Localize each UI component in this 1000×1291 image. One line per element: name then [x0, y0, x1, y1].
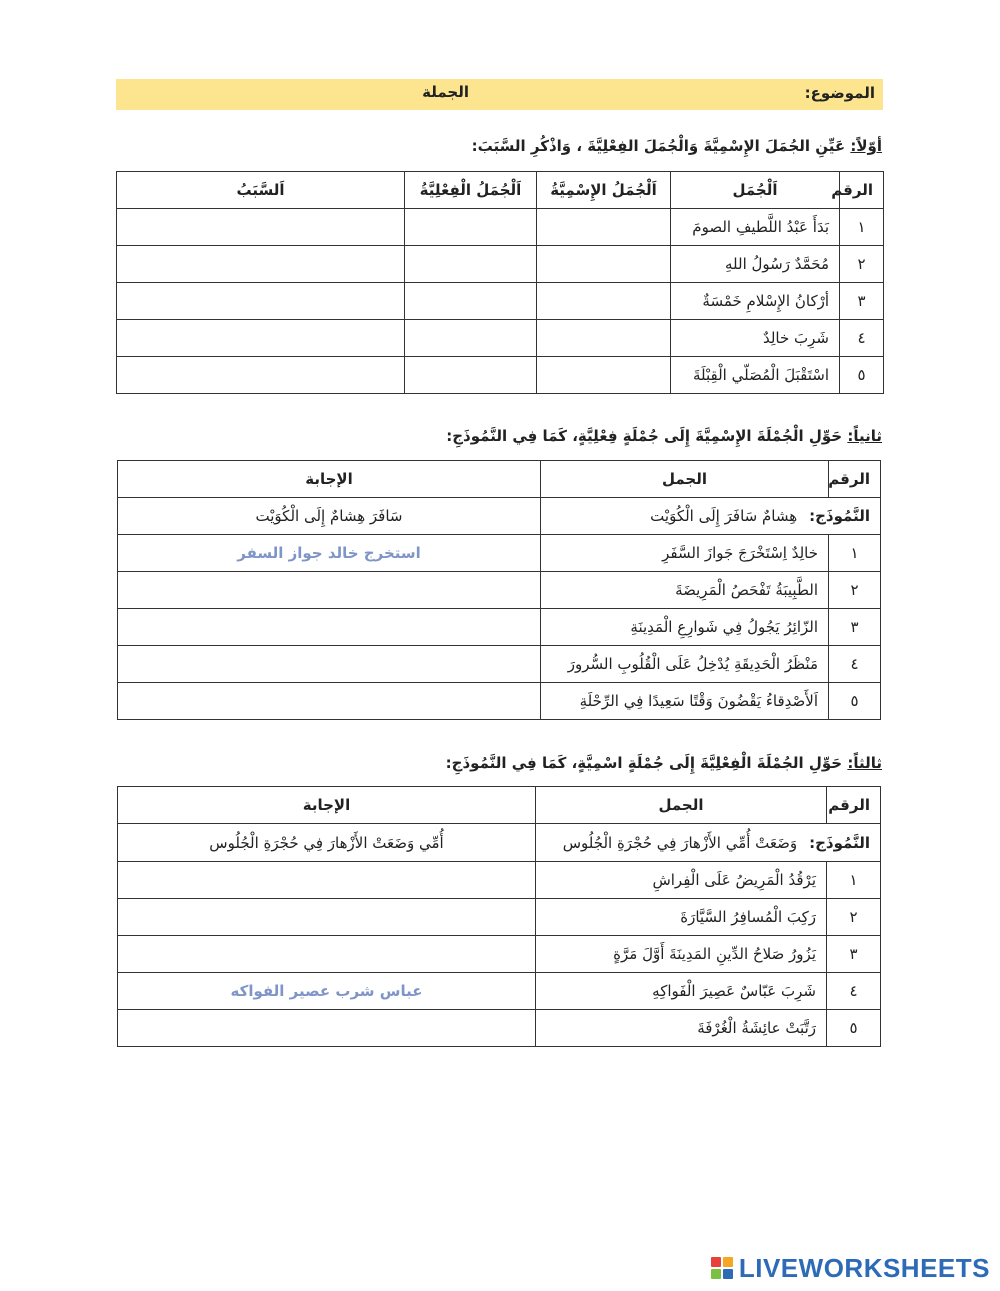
brand-name: LIVEWORKSHEETS [738, 1252, 990, 1283]
answer-field[interactable] [118, 683, 541, 720]
section2-table [117, 460, 881, 720]
row-sentence: بَدَأَ عَبْدُ اللَّطيفِ الصومَ [671, 209, 840, 246]
table-row [117, 246, 884, 283]
row-number: ٥ [829, 683, 881, 720]
section3-heading [446, 754, 882, 772]
reason-answer-field[interactable] [117, 283, 405, 320]
table-row [118, 609, 881, 646]
model-row [118, 498, 881, 535]
model-label: النَّمُوذَج: [809, 833, 870, 852]
row-sentence: يَرْقُدُ الْمَرِيضُ عَلَى الْفِراشِ [536, 862, 827, 899]
row-number: ٣ [840, 283, 884, 320]
answer-field[interactable]: استخرج خالد جواز السفر [118, 535, 541, 572]
model-sentence: وَضَعَتْ أُمِّي الأَزْهارَ فِي حُجْرَةِ الْجُلُوس [562, 833, 798, 852]
row-sentence: الزّائِرُ يَجُولُ فِي شَوارِعِ الْمَدِينَةِ [541, 609, 829, 646]
row-sentence: أرْكانُ الإِسْلامِ خَمْسَةٌ [671, 283, 840, 320]
verbal-answer-field[interactable] [405, 357, 537, 394]
nominal-answer-field[interactable] [537, 246, 671, 283]
table-row [117, 283, 884, 320]
section1-number: أوّلاً: [850, 137, 882, 155]
header-number: الرقم [829, 461, 881, 498]
section3-number: ثالثاً: [847, 754, 882, 772]
verbal-answer-field[interactable] [405, 246, 537, 283]
row-number: ١ [829, 535, 881, 572]
row-number: ٢ [827, 899, 881, 936]
header-reason: اَلسَّبَبُ [117, 172, 405, 209]
model-cell [536, 824, 881, 862]
model-cell [541, 498, 881, 535]
row-number: ٢ [829, 572, 881, 609]
section3-table [117, 786, 881, 1047]
header-sentence: اَلْجُمَل [671, 172, 840, 209]
verbal-answer-field[interactable] [405, 209, 537, 246]
row-number: ٥ [827, 1010, 881, 1047]
table-row [118, 862, 881, 899]
answer-field[interactable] [118, 936, 536, 973]
model-answer: أُمِّي وَضَعَتْ الأَزْهارَ فِي حُجْرَةِ الْجُلُوس [118, 824, 536, 862]
table-row [118, 936, 881, 973]
reason-answer-field[interactable] [117, 357, 405, 394]
answer-field[interactable]: عباس شرب عصير الفواكه [118, 973, 536, 1010]
reason-answer-field[interactable] [117, 209, 405, 246]
reason-answer-field[interactable] [117, 246, 405, 283]
header-answer: الإجابة [118, 787, 536, 824]
table-header-row [117, 172, 884, 209]
answer-field[interactable] [118, 1010, 536, 1047]
section2-instruction: حَوِّلِ الْجُمْلَةَ الإِسْمِيَّةَ إِلَى جُمْلَةٍ فِعْلِيَّةٍ، كَمَا فِي النَّمُوذَجِ: [446, 427, 843, 445]
row-sentence: مُحَمَّدٌ رَسُولُ اللهِ [671, 246, 840, 283]
row-number: ٣ [827, 936, 881, 973]
row-number: ٤ [840, 320, 884, 357]
model-sentence: هِشامٌ سَافَرَ إِلَى الْكُوَيْت [650, 507, 798, 525]
row-number: ٥ [840, 357, 884, 394]
table-row [118, 1010, 881, 1047]
row-sentence: اَلأَصْدِقاءُ يَقْضُونَ وَقْتًا سَعِيدًا فِي الرِّحْلَةِ [541, 683, 829, 720]
header-number: الرقم [840, 172, 884, 209]
header-sentence: الجمل [541, 461, 829, 498]
row-sentence: شَرِبَ عَبّاسٌ عَصِيرَ الْفَواكِهِ [536, 973, 827, 1010]
section2-heading [446, 427, 882, 445]
table-row [117, 320, 884, 357]
table-row [118, 973, 881, 1010]
topic-bar [116, 79, 883, 110]
row-number: ١ [827, 862, 881, 899]
header-sentence: الجمل [536, 787, 827, 824]
header-verbal: اَلْجُمَلُ الْفِعْلِيَّةُ [405, 172, 537, 209]
row-sentence: الطَّبِيبَةُ تَفْحَصُ الْمَرِيضَةَ [541, 572, 829, 609]
model-row [118, 824, 881, 862]
row-sentence: مَنْظَرُ الْحَدِيقَةِ يُدْخِلُ عَلَى الْقُلُوبِ السُّرورَ [541, 646, 829, 683]
row-number: ٣ [829, 609, 881, 646]
nominal-answer-field[interactable] [537, 320, 671, 357]
nominal-answer-field[interactable] [537, 209, 671, 246]
table-row [118, 899, 881, 936]
table-row [118, 646, 881, 683]
answer-field[interactable] [118, 572, 541, 609]
nominal-answer-field[interactable] [537, 283, 671, 320]
table-row [118, 535, 881, 572]
row-sentence: رَتَّبَتْ عائِشَةُ الْغُرْفَةَ [536, 1010, 827, 1047]
topic-value: الجملة [422, 83, 469, 101]
answer-field[interactable] [118, 899, 536, 936]
answer-field[interactable] [118, 646, 541, 683]
header-nominal: اَلْجُمَلُ الإِسْمِيَّةُ [537, 172, 671, 209]
table-row [118, 572, 881, 609]
model-answer: سَافَرَ هِشامٌ إِلَى الْكُوَيْت [118, 498, 541, 535]
row-number: ٤ [829, 646, 881, 683]
section2-number: ثانياً: [847, 427, 882, 445]
section1-heading [472, 137, 882, 155]
header-answer: الإجابة [118, 461, 541, 498]
table-row [117, 357, 884, 394]
table-header-row [118, 787, 881, 824]
table-header-row [118, 461, 881, 498]
header-number: الرقم [827, 787, 881, 824]
row-number: ٢ [840, 246, 884, 283]
row-sentence: رَكِبَ الْمُسافِرُ السَّيَّارَةَ [536, 899, 827, 936]
verbal-answer-field[interactable] [405, 283, 537, 320]
brand-icon [711, 1257, 733, 1279]
section1-instruction: عَيِّنِ الجُمَلَ الإِسْمِيَّةَ وَالْجُمَلَ الفِعْلِيَّةَ ، وَاذْكُرِ السَّبَبَ: [471, 137, 846, 155]
row-sentence: شَرِبَ خالِدٌ [671, 320, 840, 357]
verbal-answer-field[interactable] [405, 320, 537, 357]
row-number: ١ [840, 209, 884, 246]
model-label: النَّمُوذَج: [809, 507, 870, 525]
section1-table [116, 171, 884, 394]
table-row [118, 683, 881, 720]
row-sentence: اسْتَقْبَلَ الْمُصَلّي الْقِبْلَةَ [671, 357, 840, 394]
nominal-answer-field[interactable] [537, 357, 671, 394]
answer-field[interactable] [118, 862, 536, 899]
liveworksheets-logo [711, 1253, 990, 1283]
topic-label: الموضوع: [804, 84, 875, 102]
table-row [117, 209, 884, 246]
row-sentence: يَزُورُ صَلاحُ الدِّينِ المَدِينَةَ أَوَّلَ مَرَّةٍ [536, 936, 827, 973]
answer-field[interactable] [118, 609, 541, 646]
section3-instruction: حَوِّلِ الجُمْلَةَ الْفِعْلِيَّةَ إِلَى جُمْلَةٍ اسْمِيَّةٍ، كَمَا فِي النَّمُوذَجِ: [445, 754, 843, 772]
reason-answer-field[interactable] [117, 320, 405, 357]
row-number: ٤ [827, 973, 881, 1010]
row-sentence: خالِدٌ اِسْتَخْرَجَ جَوازَ السَّفَرِ [541, 535, 829, 572]
